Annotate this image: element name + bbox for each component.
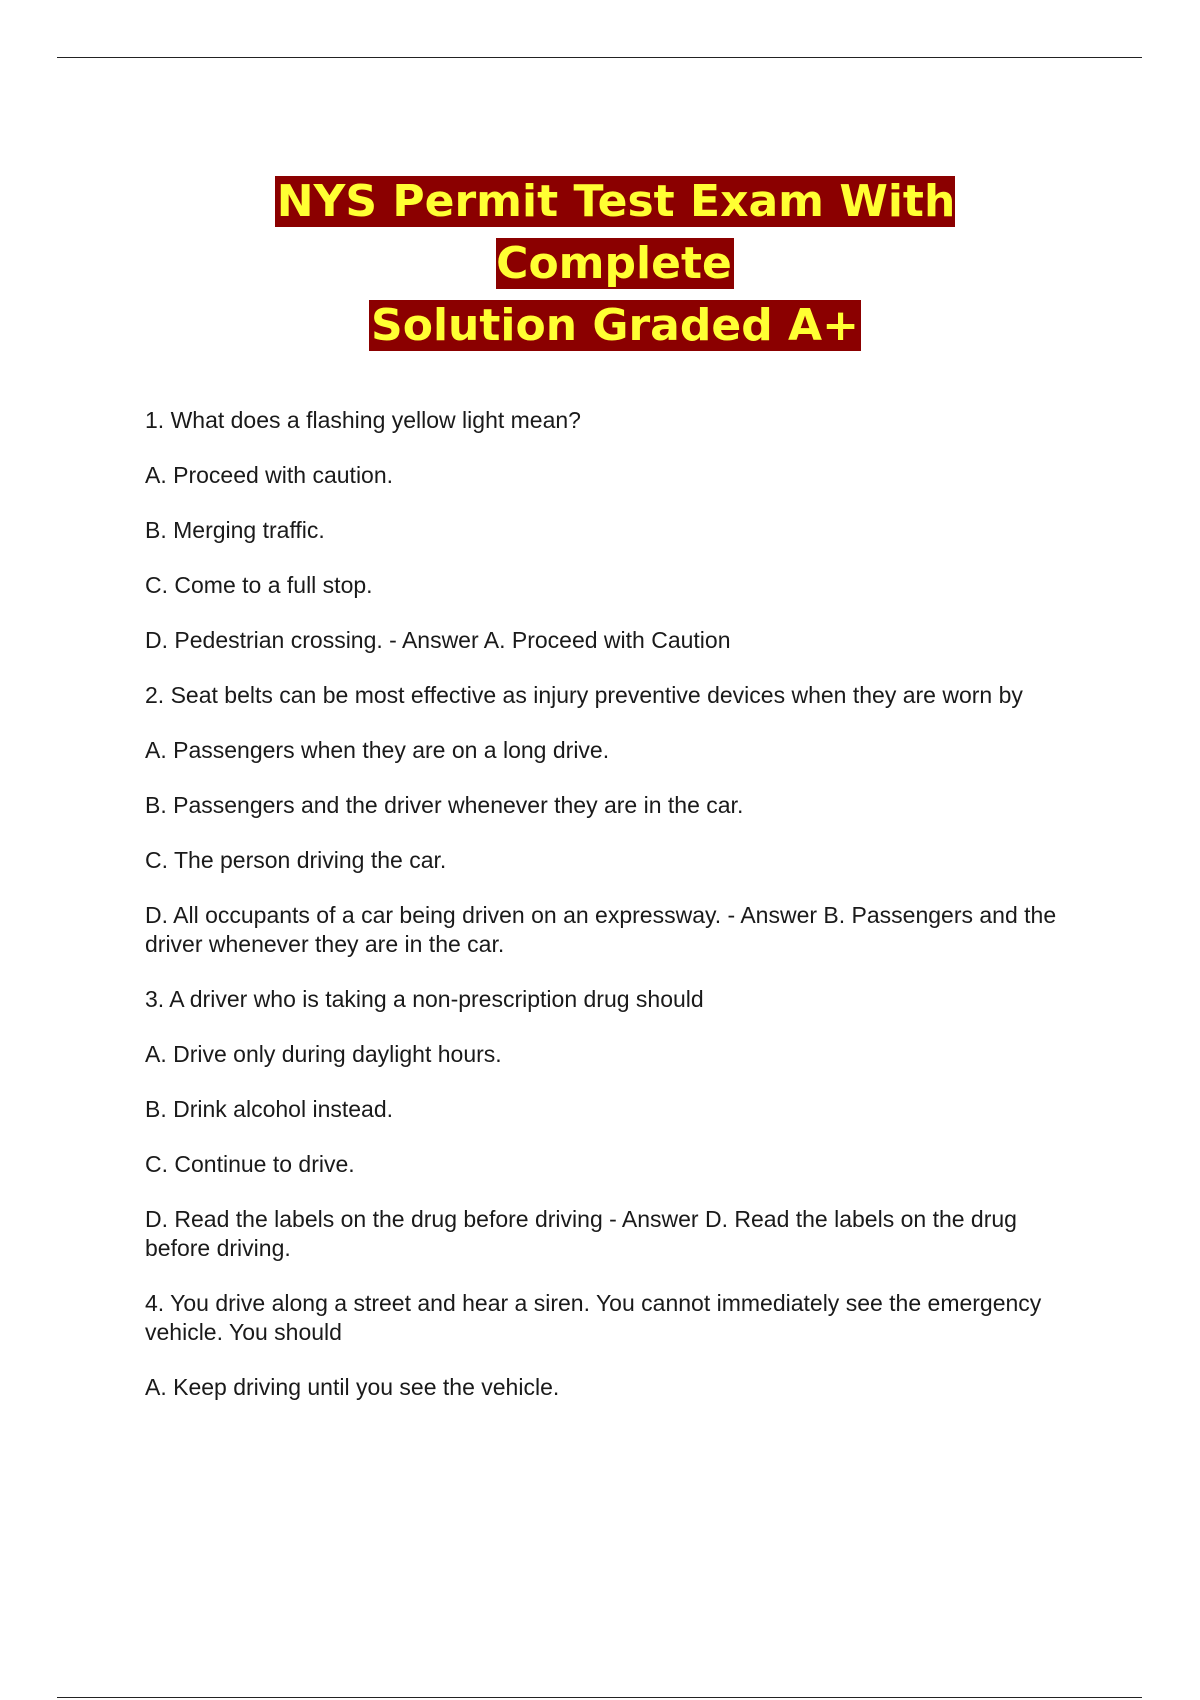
question-2-option-d-answer: D. All occupants of a car being driven on an expressway. - Answer B. Passengers and the driver whenever they are in the car. (145, 902, 1057, 957)
question-3-option-c: C. Continue to drive. (145, 1151, 355, 1177)
question-2-option-b: B. Passengers and the driver whenever they are in the car. (145, 792, 744, 818)
question-2-option-c: C. The person driving the car. (145, 847, 447, 873)
question-3-option-b: B. Drink alcohol instead. (145, 1096, 394, 1122)
question-1-option-a: A. Proceed with caution. (145, 462, 394, 488)
question-3: 3. A driver who is taking a non-prescription drug should (145, 986, 704, 1012)
bottom-rule (57, 1697, 1142, 1698)
question-1-option-b: B. Merging traffic. (145, 517, 325, 543)
question-4: 4. You drive along a street and hear a siren. You cannot immediately see the emergency vehicle. You should (145, 1290, 1042, 1345)
question-1-option-d-answer: D. Pedestrian crossing. - Answer A. Proceed with Caution (145, 627, 731, 653)
title-line-1: NYS Permit Test Exam With Complete (276, 176, 956, 290)
title-line-2: Solution Graded A+ (371, 300, 859, 352)
question-2-option-a: A. Passengers when they are on a long drive. (145, 737, 610, 763)
question-4-option-a: A. Keep driving until you see the vehicle. (145, 1374, 560, 1400)
question-3-option-a: A. Drive only during daylight hours. (145, 1041, 502, 1067)
top-rule (57, 57, 1142, 58)
question-2: 2. Seat belts can be most effective as injury preventive devices when they are worn by (145, 682, 1023, 708)
document-title (150, 171, 1080, 357)
question-1: 1. What does a flashing yellow light mean? (145, 407, 581, 433)
question-1-option-c: C. Come to a full stop. (145, 572, 373, 598)
question-3-option-d-answer: D. Read the labels on the drug before driving - Answer D. Read the labels on the drug before driving. (145, 1206, 1017, 1261)
document-body (145, 406, 1075, 1428)
